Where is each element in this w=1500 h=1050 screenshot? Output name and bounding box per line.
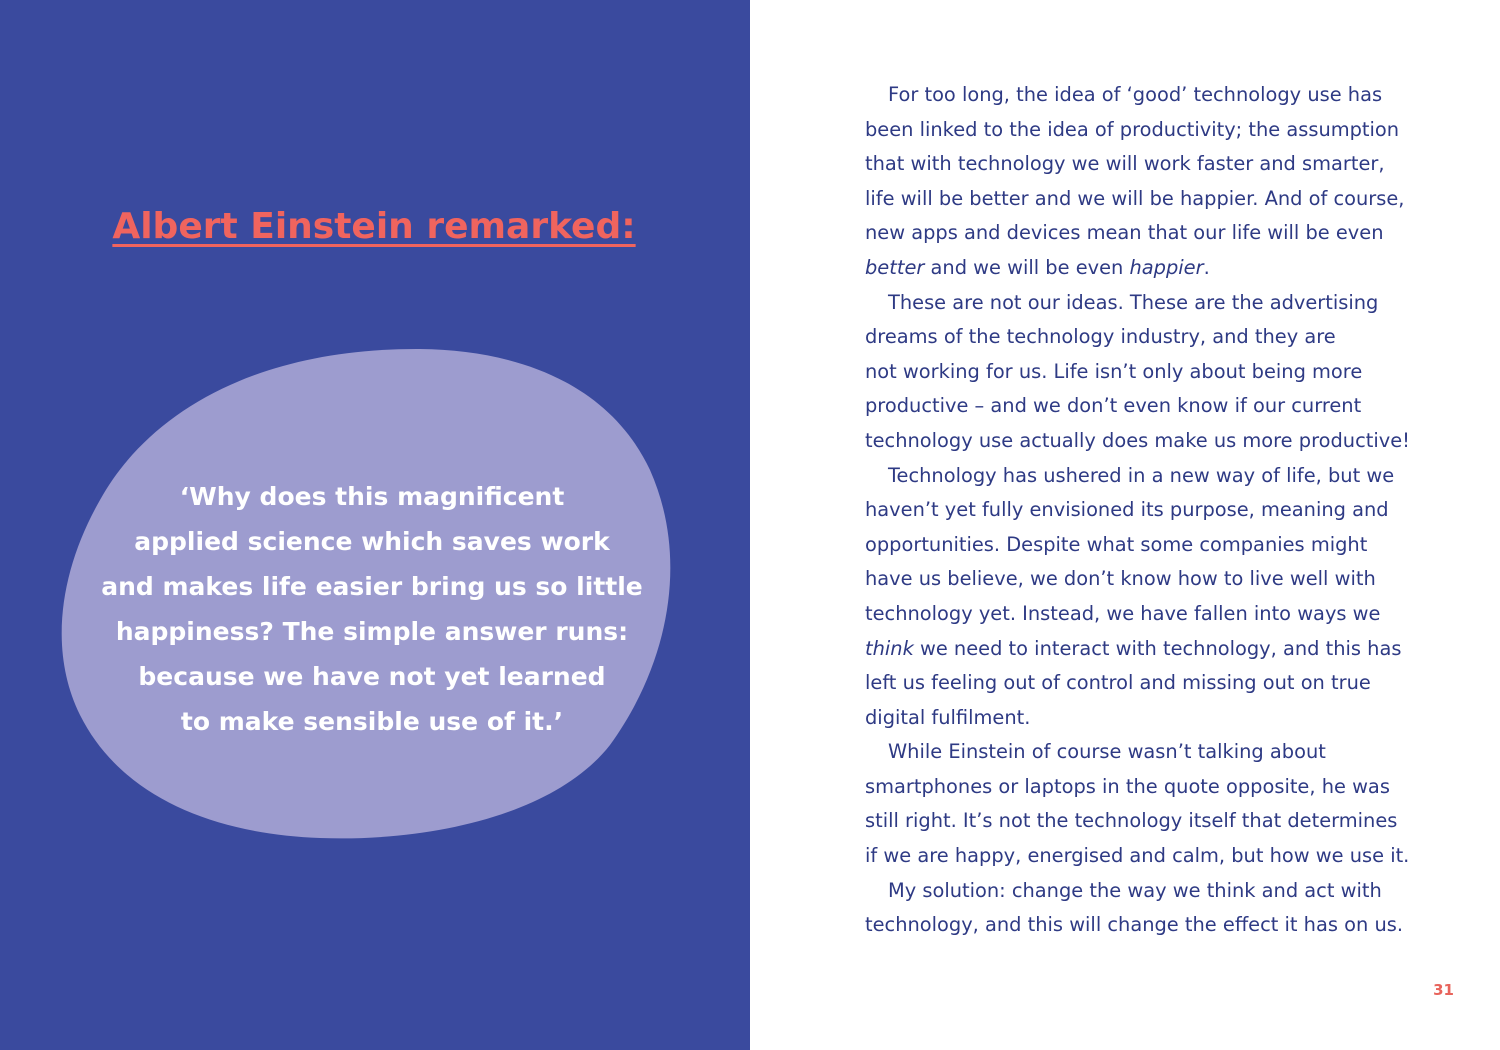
text-line: opportunities. Despite what some companies might — [865, 532, 1368, 556]
italic-word: think — [865, 636, 914, 660]
text-fragment: we need to interact with technology, and this has — [913, 636, 1402, 660]
text-line: still right. It’s not the technology itself that determines — [865, 809, 1398, 833]
quote-line: applied science which saves work — [134, 527, 610, 556]
text-line: technology use actually does make us more productive! — [865, 428, 1410, 452]
text-fragment: . — [1203, 255, 1210, 279]
text-line: been linked to the idea of productivity; the assumption — [865, 117, 1400, 141]
quote-line: happiness? The simple answer runs: — [115, 617, 629, 646]
quote-line: ‘Why does this magnificent — [179, 482, 565, 511]
page-heading: Albert Einstein remarked: — [112, 206, 636, 247]
text-line: productive – and we don’t even know if our current — [865, 394, 1362, 418]
text-line: new apps and devices mean that our life will be even — [865, 221, 1384, 245]
text-line: technology, and this will change the effect it has on us. — [865, 913, 1403, 937]
text-line — [865, 632, 1425, 667]
paragraph — [865, 286, 1425, 459]
text-line: not working for us. Life isn’t only about being more — [865, 359, 1363, 383]
text-line: dreams of the technology industry, and they are — [865, 325, 1336, 349]
text-line: Technology has ushered in a new way of life, but we — [888, 463, 1395, 487]
paragraph — [865, 78, 1425, 286]
text-line: technology yet. Instead, we have fallen into ways we — [865, 601, 1381, 625]
text-line: if we are happy, energised and calm, but how we use it. — [865, 844, 1410, 868]
quote-line: to make sensible use of it.’ — [180, 707, 564, 736]
text-line — [865, 251, 1425, 286]
text-line: These are not our ideas. These are the advertising — [888, 290, 1379, 314]
italic-word: happier — [1129, 255, 1204, 279]
quote-line: and makes life easier bring us so little — [101, 572, 643, 601]
text-line: smartphones or laptops in the quote opposite, he was — [865, 774, 1390, 798]
text-fragment: and we will be even — [924, 255, 1130, 279]
page-number: 31 — [1433, 981, 1454, 999]
paragraph — [865, 874, 1425, 943]
text-line: While Einstein of course wasn’t talking about — [888, 740, 1326, 764]
einstein-quote — [92, 474, 652, 744]
text-line: digital fulfilment. — [865, 705, 1031, 729]
text-line: For too long, the idea of ‘good’ technology use has — [888, 83, 1383, 106]
text-line: left us feeling out of control and missing out on true — [865, 671, 1371, 695]
text-line: life will be better and we will be happier. And of course, — [865, 186, 1405, 210]
italic-word: better — [865, 255, 925, 279]
body-text — [865, 78, 1425, 943]
text-line: that with technology we will work faster and smarter, — [865, 152, 1385, 176]
paragraph — [865, 459, 1425, 736]
paragraph — [865, 735, 1425, 873]
quote-line: because we have not yet learned — [138, 662, 606, 691]
text-line: My solution: change the way we think and act with — [888, 878, 1382, 902]
text-line: haven’t yet fully envisioned its purpose, meaning and — [865, 498, 1389, 522]
text-line: have us believe, we don’t know how to live well with — [865, 567, 1376, 591]
